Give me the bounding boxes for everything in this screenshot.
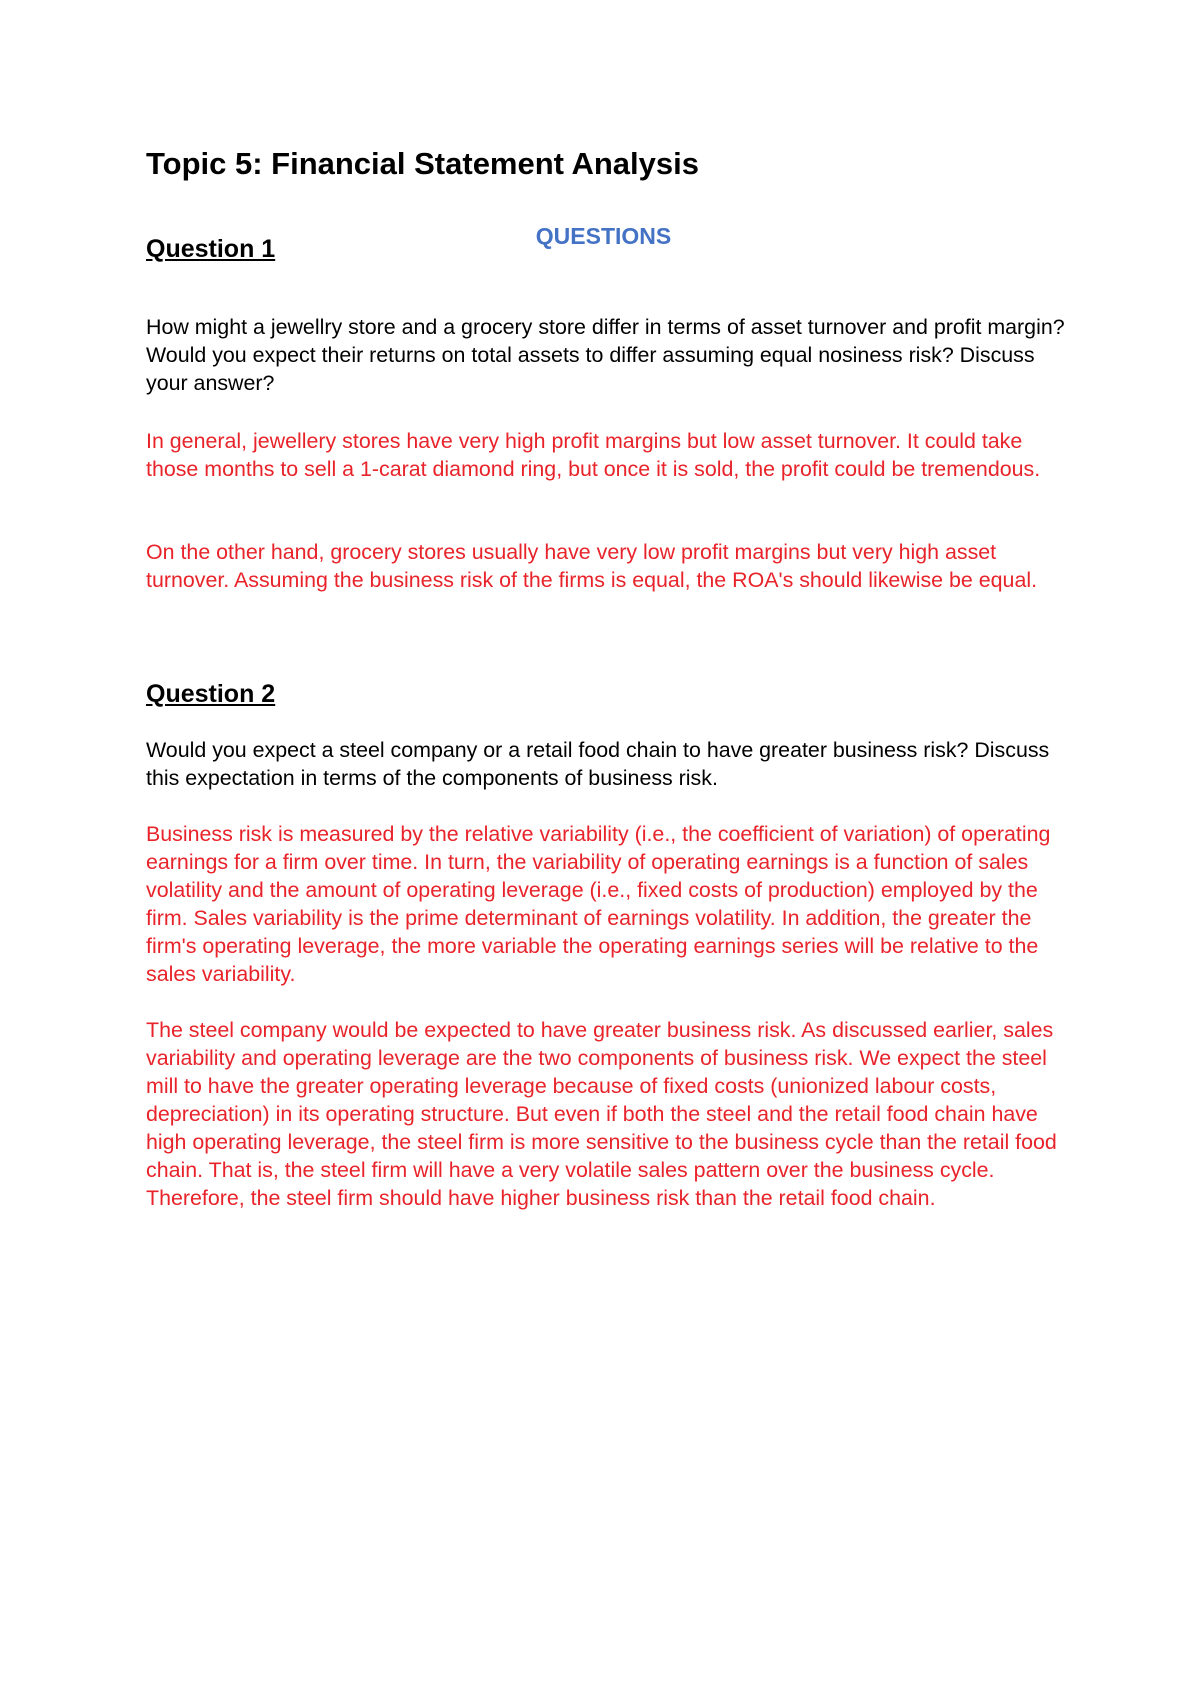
document-title: Topic 5: Financial Statement Analysis [146,146,699,181]
question-1-answer-1: In general, jewellery stores have very high profit margins but low asset turnover. It could take those months to sell a 1-carat diamond ring, but once it is sold, the profit could be tremendous. [146,429,1041,481]
question-1-heading: Question 1 [146,235,276,263]
question-2-answer-2: The steel company would be expected to have greater business risk. As discussed earlier, sales variability and operating leverage are the two components of business risk. We expect the steel mill to have the greater operating leverage because of fixed costs (unionized labour costs, depreciation) in its operating structure. But even if both the steel and the retail food chain have high operating leverage, the steel firm is more sensitive to the business cycle than the retail food chain. That is, the steel firm will have a very volatile sales pattern over the business cycle. Therefore, the steel firm should have higher business risk than the retail food chain. [146,1018,1057,1210]
question-1-answer-2: On the other hand, grocery stores usually have very low profit margins but very high asset turnover. Assuming the business risk of the firms is equal, the ROA's should likewise be equal. [146,540,1038,592]
question-2-answer-1: Business risk is measured by the relative variability (i.e., the coefficient of variation) of operating earnings for a firm over time. In turn, the variability of operating earnings is a function of sales volatility and the amount of operating leverage (i.e., fixed costs of production) employed by the firm. Sales variability is the prime determinant of earnings volatility. In addition, the greater the firm's operating leverage, the more variable the operating earnings series will be relative to the sales variability. [146,822,1051,986]
question-2-heading: Question 2 [146,680,276,708]
questions-section-label: QUESTIONS [535,223,672,249]
question-2-prompt: Would you expect a steel company or a retail food chain to have greater business risk? Discuss this expectation in terms of the components of business risk. [146,738,1050,790]
question-1-prompt: How might a jewellry store and a grocery store differ in terms of asset turnover and profit margin? Would you expect their returns on total assets to differ assuming equal nosiness risk? Discuss your answer? [146,315,1065,395]
